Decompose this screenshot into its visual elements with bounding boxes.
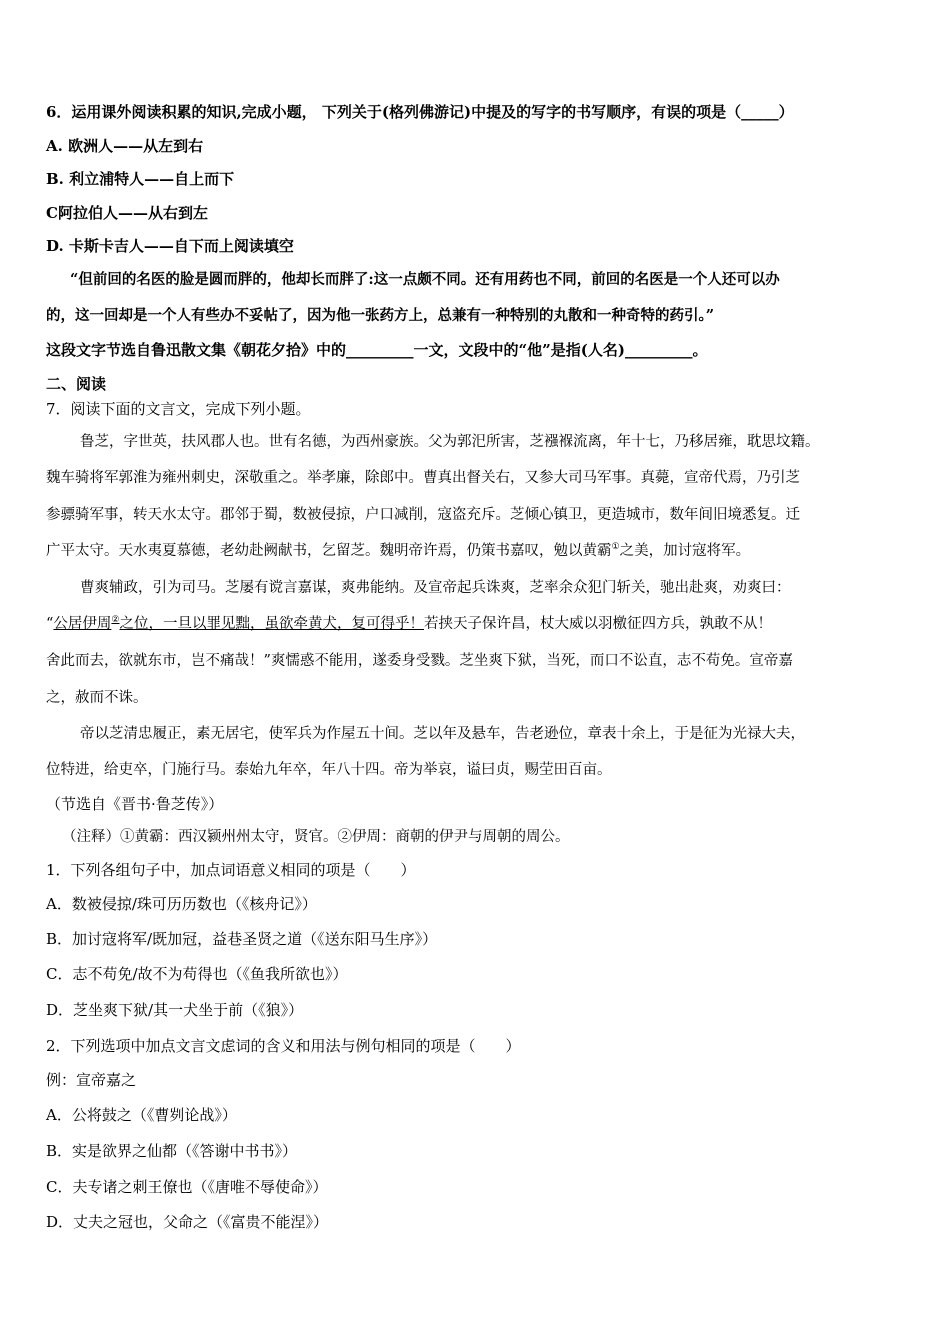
q6-option-a: A. 欧洲人——从左到右 [46, 137, 204, 155]
sub2-option-d: D．丈夫之冠也，父命之（《富贵不能涅》） [46, 1213, 329, 1231]
sub2-stem: 2．下列选项中加点文言文虑词的含义和用法与例句相同的项是（ ） [46, 1037, 521, 1055]
sub2-example: 例：宣帝嘉之 [46, 1071, 137, 1089]
q6-option-d: D. 卡斯卡吉人——自下而上阅读填空 [46, 237, 294, 255]
q6-stem: 6．运用课外阅读积累的知识,完成小题， 下列关于(格列佛游记)中提及的写字的书写顺序，有误的项是（_____） [46, 103, 794, 121]
passage-line [46, 614, 772, 634]
passage-line: 帝以芝清忠履正，素无居宅，使军兵为作屋五十间。芝以年及悬车，告老逊位，章表十余上，于是征为光禄大夫， [80, 726, 805, 742]
passage-line: 舍此而去，欲就东市，岂不痛哉！”爽懦惑不能用，遂委身受戮。芝坐爽下狱，当死，而口不讼直，志不苟免。宣帝嘉 [46, 653, 793, 669]
sub1-option-d: D．芝坐爽下狱/其一犬坐于前（《狼》） [46, 1001, 304, 1019]
passage-line: 鲁芝，字世英，扶风郡人也。世有名德，为西州豪族。父为郭汜所害，芝襁褓流离，年十七，乃移居雍，耽思坟籍。 [80, 434, 820, 450]
sub1-stem: 1．下列各组句子中，加点词语意义相同的项是（ ） [46, 861, 416, 879]
q6-fill-line: 这段文字节选自鲁迅散文集《朝花夕拾》中的_________一文，文段中的“他”是指(人名)_________。 [46, 341, 708, 359]
sub2-option-c: C．夫专诸之刺王僚也（《唐唯不辱使命》） [46, 1178, 328, 1196]
underlined-sentence: 公居伊周 [53, 616, 112, 632]
passage-text: 之美，加讨寇将军。 [619, 543, 751, 559]
sub2-option-b: B．实是欲界之仙都（《答谢中书书》） [46, 1142, 298, 1160]
section-heading: 二、阅读 [46, 375, 107, 393]
q6-option-b: B. 利立浦特人——自上而下 [46, 170, 235, 188]
passage-line: 曹爽辅政，引为司马。芝屡有谠言嘉谋，爽弗能纳。及宣帝起兵诛爽，芝率余众犯门斩关，驰出赴爽，劝爽曰： [80, 580, 791, 596]
passage-text: “ [46, 616, 54, 632]
sub1-option-a: A．数被侵掠/珠可历历数也（《核舟记》） [46, 895, 317, 913]
q6-option-c: C阿拉伯人——从右到左 [46, 204, 208, 222]
q7-stem: 7．阅读下面的文言文，完成下列小题。 [46, 400, 311, 418]
passage-line [46, 541, 750, 561]
passage-text: 若挟天子保许昌，杖大威以羽檄征四方兵，孰敢不从！ [424, 616, 772, 632]
sub1-option-c: C．志不苟免/故不为苟得也（《鱼我所欲也》） [46, 965, 348, 983]
sub1-option-b: B．加讨寇将军/既加冠，益巷圣贤之道（《送东阳马生序》） [46, 930, 438, 948]
footnote-marker: ② [111, 615, 120, 626]
passage-text: 广平太守。天水夷夏慕德，老幼赴阙献书，乞留芝。魏明帝许焉，仍策书嘉叹，勉以黄霸 [46, 543, 612, 559]
passage-line: 参骠骑军事，转天水太守。郡邻于蜀，数被侵掠，户口减削，寇盗充斥。芝倾心镇卫，更造城市，数年间旧境悉复。迁 [46, 507, 800, 523]
passage-line: 魏车骑将军郭淮为雍州刺史，深敬重之。举孝廉，除郎中。曹真出督关右，又参大司马军事。真薨，宣帝代焉，乃引芝 [46, 470, 800, 486]
passage-line: 之，赦而不诛。 [46, 690, 148, 706]
sub2-option-a: A．公将鼓之（《曹刿论战》） [46, 1106, 237, 1124]
footnote-marker: ① [611, 542, 620, 553]
passage-source: （节选自《晋书·鲁芝传》） [46, 795, 224, 813]
passage-notes: （注释）①黄霸：西汉颍州州太守，贤官。②伊周：商朝的伊尹与周朝的周公。 [62, 829, 570, 845]
q6-quote-line2: 的，这一回却是一个人有些办不妥帖了，因为他一张药方上，总兼有一种特别的丸散和一种奇特的药引。” [46, 307, 715, 324]
underlined-sentence: 之位，一旦以罪见黜，虽欲牵黄犬，复可得乎！ [119, 616, 424, 632]
passage-line: 位特进，给吏卒，门施行马。泰始九年卒，年八十四。帝为举哀，谥曰贞，赐茔田百亩。 [46, 762, 612, 778]
q6-quote-line1: “但前回的名医的脸是圆而胖的，他却长而胖了:这一点颇不同。还有用药也不同，前回的名医是一个人还可以办 [70, 271, 780, 288]
